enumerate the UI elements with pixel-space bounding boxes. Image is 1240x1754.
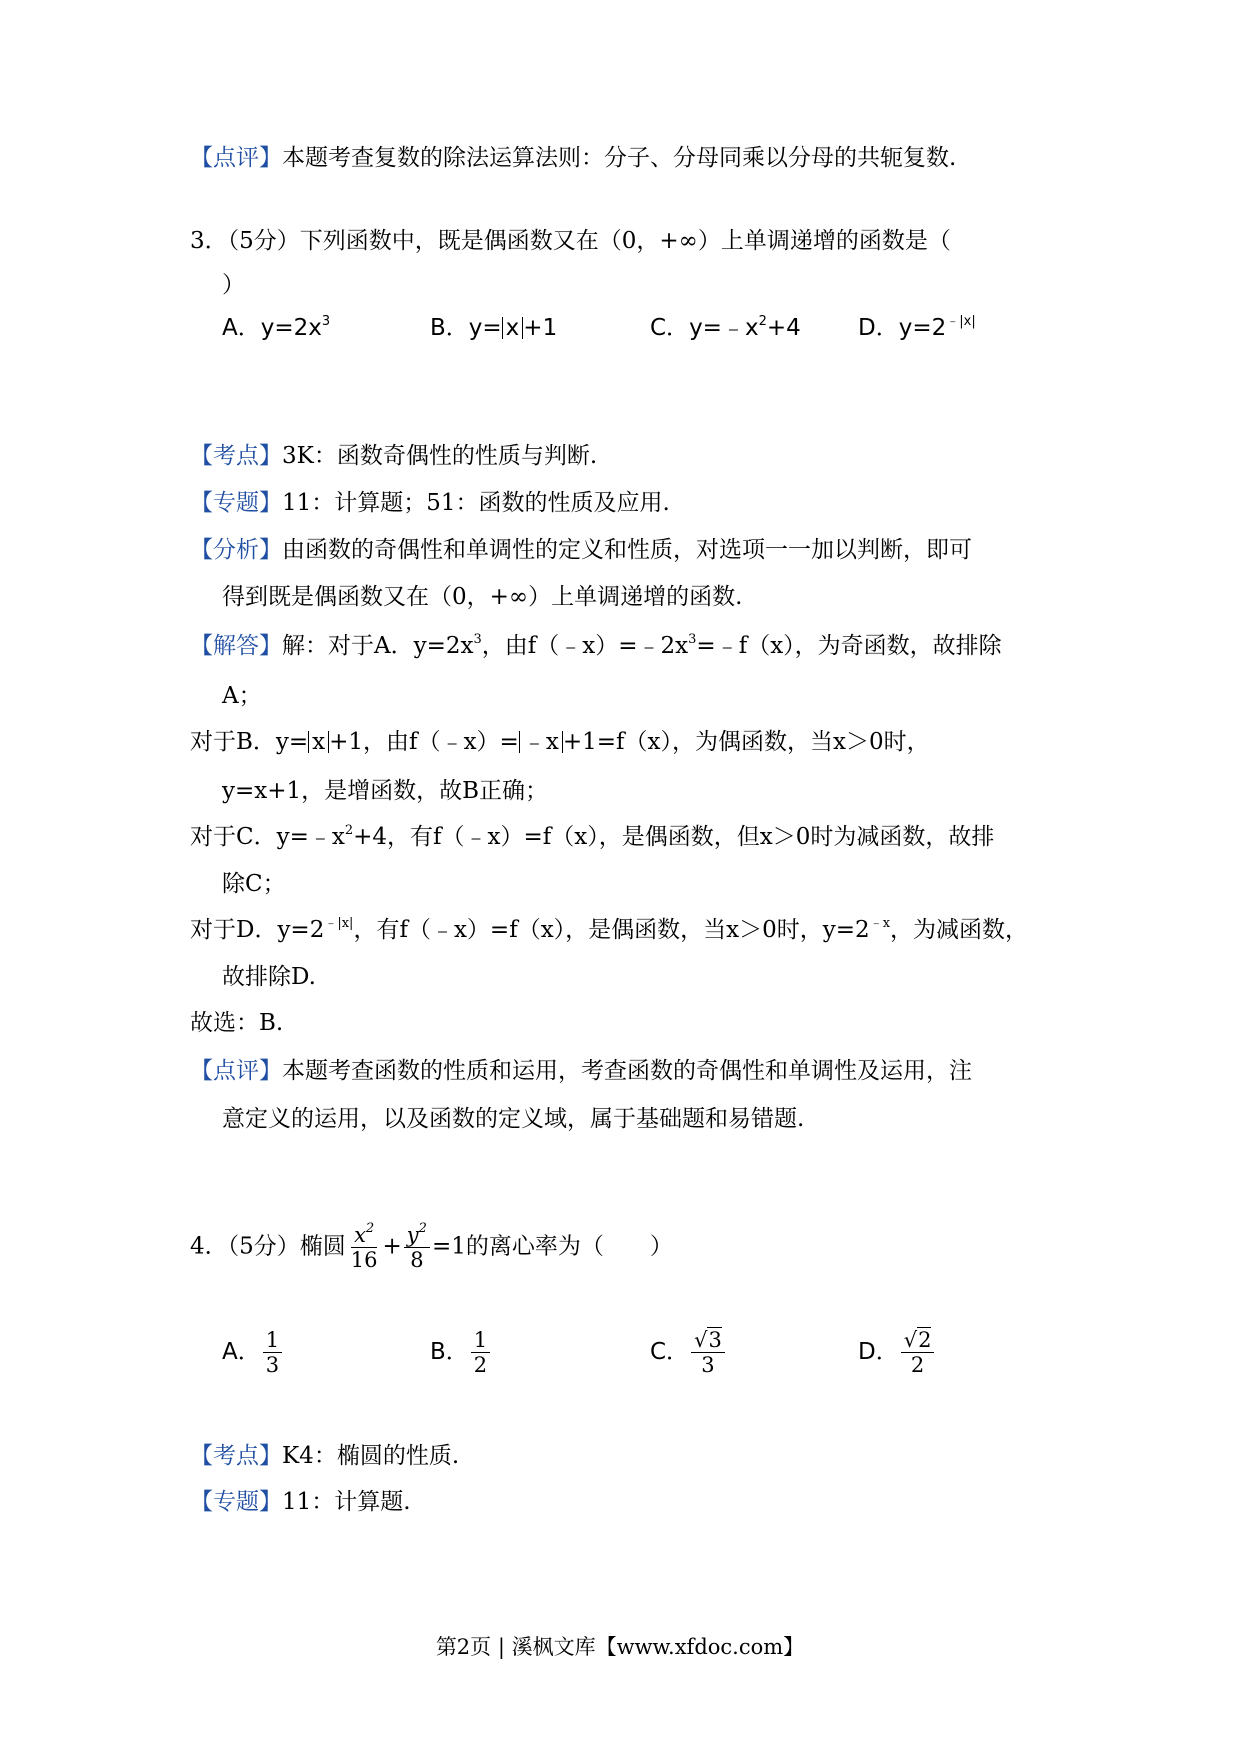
frac-den: 2 bbox=[910, 1353, 925, 1377]
q3-dianping-line2: 意定义的运用，以及函数的定义域，属于基础题和易错题. bbox=[222, 1106, 805, 1132]
plus-sign: + bbox=[382, 1233, 402, 1260]
q3-jieda-line3 bbox=[190, 727, 930, 757]
zhuanti-text: 11：计算题. bbox=[282, 1489, 411, 1515]
zhuanti-tag: 【专题】 bbox=[190, 1489, 282, 1515]
superscript: ﹣|x| bbox=[324, 916, 354, 931]
superscript: ﹣x bbox=[869, 916, 891, 931]
frac-num: x bbox=[354, 1223, 366, 1247]
option-fraction bbox=[901, 1328, 935, 1377]
frac-num: 1 bbox=[263, 1328, 282, 1353]
frac-num: 1 bbox=[471, 1328, 490, 1353]
dianping-tag: 【点评】 bbox=[190, 1058, 282, 1084]
option-expr: y=2x bbox=[260, 315, 322, 341]
comment-q2 bbox=[190, 143, 956, 173]
q4-stem-text: 4．（5分）椭圆 bbox=[190, 1233, 346, 1260]
dianping-text: 本题考查函数的性质和运用，考查函数的奇偶性和单调性及运用，注 bbox=[282, 1058, 972, 1084]
jieda-text: 对于C．y=﹣x bbox=[190, 824, 345, 850]
jieda-text: +1=f（x），为偶函数，当x＞0时， bbox=[562, 729, 930, 755]
radicand: 2 bbox=[918, 1328, 932, 1352]
q3-fenxi-line2: 得到既是偶函数又在（0，+∞）上单调递增的函数. bbox=[222, 584, 743, 610]
option-label: B． bbox=[430, 1339, 469, 1365]
jieda-text: 解：对于A．y=2x bbox=[282, 633, 474, 659]
q3-dianping-line1 bbox=[190, 1056, 972, 1086]
zhuanti-tag: 【专题】 bbox=[190, 490, 282, 516]
abs-value: x bbox=[502, 317, 524, 339]
q3-stem-line1: 3．（5分）下列函数中，既是偶函数又在（0，+∞）上单调递增的函数是（ bbox=[190, 228, 951, 254]
kaodian-text: 3K：函数奇偶性的性质与判断. bbox=[282, 443, 598, 469]
q3-zhuanti bbox=[190, 488, 670, 518]
q3-jieda-line5 bbox=[190, 822, 994, 852]
q4-kaodian bbox=[190, 1441, 459, 1471]
jieda-text: ，为减函数， bbox=[890, 917, 1029, 943]
jieda-text: ，由f（﹣x）=﹣2x bbox=[481, 633, 689, 659]
fraction-x2-16 bbox=[348, 1223, 381, 1272]
fenxi-text: 由函数的奇偶性和单调性的定义和性质，对选项一一加以判断，即可 bbox=[282, 537, 972, 563]
jieda-tag: 【解答】 bbox=[190, 633, 282, 659]
option-label: C． bbox=[650, 1339, 690, 1365]
q4-option-a bbox=[222, 1328, 284, 1377]
frac-den: 8 bbox=[410, 1248, 424, 1272]
option-label: C． bbox=[650, 315, 690, 341]
q3-answer: 故选：B. bbox=[190, 1010, 284, 1036]
kaodian-tag: 【考点】 bbox=[190, 443, 282, 469]
jieda-text: +1，由f（﹣x）= bbox=[329, 729, 519, 755]
comment-text: 本题考查复数的除法运算法则：分子、分母同乘以分母的共轭复数. bbox=[282, 145, 957, 171]
q3-jieda-line7 bbox=[190, 915, 1028, 945]
option-expr-suffix: +4 bbox=[766, 315, 801, 341]
q3-jieda-line8: 故排除D. bbox=[222, 964, 316, 990]
option-fraction bbox=[263, 1328, 282, 1377]
jieda-text: 对于D．y=2 bbox=[190, 917, 325, 943]
abs-value: ﹣x bbox=[519, 731, 563, 753]
page-footer: 第2页 | 溪枫文库【www.xfdoc.com】 bbox=[435, 1635, 805, 1659]
radicand: 3 bbox=[708, 1328, 722, 1352]
q3-jieda-line6: 除C； bbox=[222, 871, 286, 897]
q4-option-c bbox=[650, 1328, 727, 1377]
superscript: 3 bbox=[473, 632, 482, 647]
fraction-y2-8 bbox=[404, 1223, 430, 1272]
q3-jieda-line1 bbox=[190, 631, 1002, 661]
superscript: 2 bbox=[344, 823, 354, 838]
fenxi-tag: 【分析】 bbox=[190, 537, 282, 563]
q3-option-a bbox=[222, 313, 330, 343]
q3-option-d bbox=[858, 313, 976, 343]
option-fraction bbox=[691, 1328, 725, 1377]
q3-kaodian bbox=[190, 441, 597, 471]
option-expr-suffix: +1 bbox=[523, 315, 558, 341]
radical-sign: √ bbox=[694, 1328, 708, 1352]
option-sup: ﹣|x| bbox=[946, 314, 976, 329]
kaodian-tag: 【考点】 bbox=[190, 1443, 282, 1469]
q4-option-b bbox=[430, 1328, 492, 1377]
kaodian-text: K4：椭圆的性质. bbox=[282, 1443, 460, 1469]
frac-num-sup: 2 bbox=[365, 1221, 375, 1236]
frac-num: y bbox=[406, 1223, 419, 1247]
q3-jieda-line2: A； bbox=[222, 683, 262, 709]
abs-value: x bbox=[308, 731, 329, 753]
comment-tag: 【点评】 bbox=[190, 145, 282, 171]
option-label: D． bbox=[858, 315, 899, 341]
q3-stem-line2: ） bbox=[222, 272, 245, 298]
q3-fenxi-line1 bbox=[190, 535, 972, 565]
option-label: A． bbox=[222, 315, 261, 341]
frac-den: 3 bbox=[701, 1353, 715, 1377]
option-sup: 2 bbox=[758, 314, 767, 329]
jieda-text: =﹣f（x），为奇函数，故排除 bbox=[696, 633, 1002, 659]
frac-den: 2 bbox=[473, 1353, 488, 1377]
option-label: D． bbox=[858, 1339, 899, 1365]
q3-jieda-line4: y=x+1，是增函数，故B正确； bbox=[222, 778, 549, 804]
q4-zhuanti bbox=[190, 1487, 411, 1517]
radical-sign: √ bbox=[903, 1328, 918, 1352]
frac-den: 16 bbox=[350, 1248, 378, 1272]
jieda-text: +4，有f（﹣x）=f（x），是偶函数，但x＞0时为减函数，故排 bbox=[353, 824, 995, 850]
option-label: B． bbox=[430, 315, 469, 341]
q4-stem bbox=[190, 1223, 673, 1272]
option-fraction bbox=[471, 1328, 490, 1377]
option-expr: y=﹣x bbox=[689, 315, 759, 341]
frac-den: 3 bbox=[265, 1353, 280, 1377]
superscript: 3 bbox=[688, 632, 697, 647]
option-sup: 3 bbox=[321, 314, 331, 329]
frac-num-sup: 2 bbox=[418, 1221, 427, 1236]
q4-stem-text: =1的离心率为（ ） bbox=[431, 1233, 673, 1260]
q3-option-c bbox=[650, 313, 801, 343]
q4-option-d bbox=[858, 1328, 936, 1377]
zhuanti-text: 11：计算题；51：函数的性质及应用. bbox=[282, 490, 670, 516]
q3-option-b bbox=[430, 313, 557, 343]
jieda-text: ，有f（﹣x）=f（x），是偶函数，当x＞0时，y=2 bbox=[353, 917, 870, 943]
option-expr: y= bbox=[468, 315, 502, 341]
option-expr: y=2 bbox=[898, 315, 947, 341]
option-label: A． bbox=[222, 1339, 261, 1365]
jieda-text: 对于B．y= bbox=[190, 729, 309, 755]
